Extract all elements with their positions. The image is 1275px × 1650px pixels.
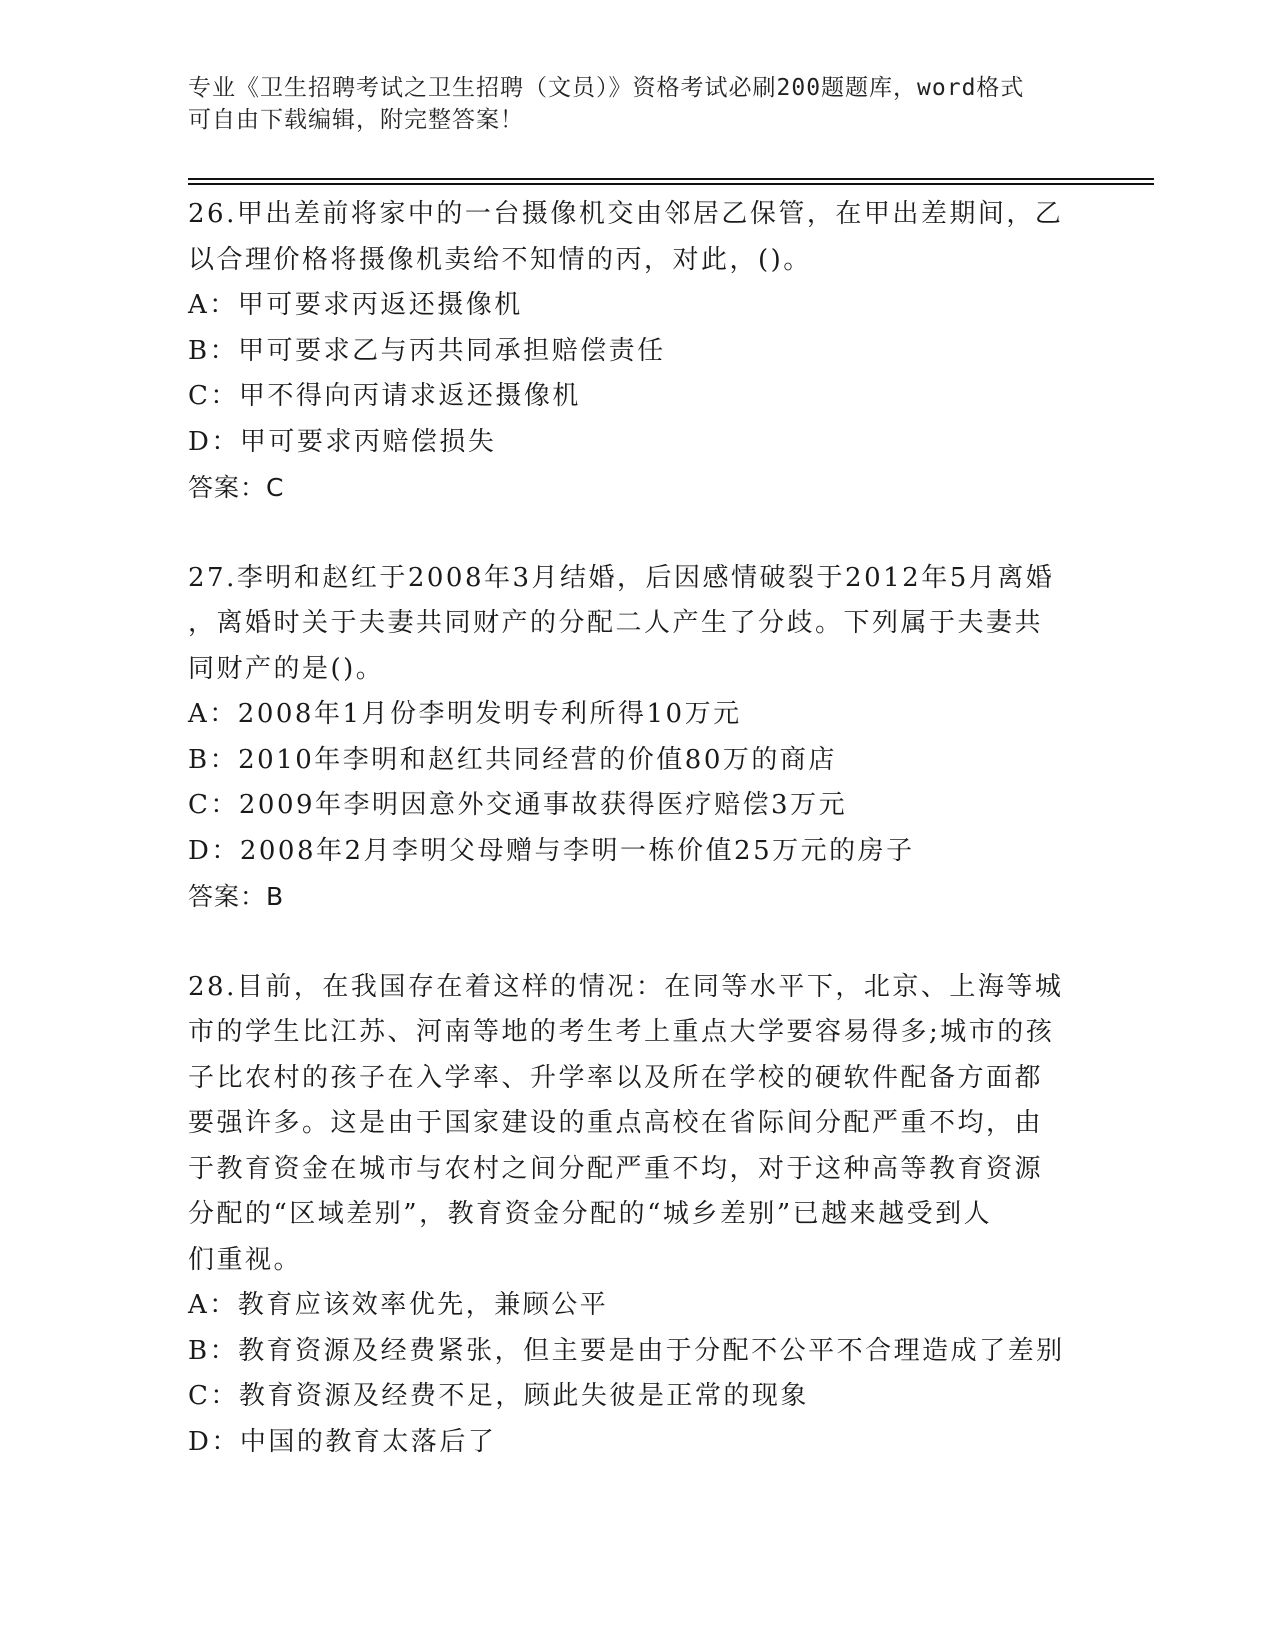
header-divider [188, 183, 1154, 185]
option-d: D：中国的教育太落后了 [188, 1426, 497, 1457]
question-stem-line: 26.甲出差前将家中的一台摄像机交由邻居乙保管，在甲出差期间，乙 [188, 199, 1064, 229]
option-a: A：教育应该效率优先，兼顾公平 [188, 1290, 609, 1320]
option-a: A：2008年1月份李明发明专利所得10万元 [188, 699, 742, 729]
question-stem-line: 以合理价格将摄像机卖给不知情的丙，对此，()。 [188, 244, 812, 275]
question-stem-line: 27.李明和赵红于2008年3月结婚，后因感情破裂于2012年5月离婚 [188, 562, 1055, 593]
option-b: B：2010年李明和赵红共同经营的价值80万的商店 [188, 744, 837, 775]
question-stem-line: 市的学生比江苏、河南等地的考生考上重点大学要容易得多;城市的孩 [188, 1017, 1055, 1047]
answer-line: 答案：B [188, 882, 285, 911]
option-d: D：2008年2月李明父母赠与李明一栋价值25万元的房子 [188, 835, 915, 866]
question-28 [188, 965, 1088, 1466]
question-stem-line: 28.目前，在我国存在着这样的情况：在同等水平下，北京、上海等城 [188, 971, 1064, 1002]
option-a: A：甲可要求丙返还摄像机 [188, 290, 523, 320]
question-stem-line: 于教育资金在城市与农村之间分配严重不均，对于这种高等教育资源 [188, 1153, 1044, 1184]
option-b: B：甲可要求乙与丙共同承担赔偿责任 [188, 335, 666, 366]
question-stem-line: 同财产的是()。 [188, 653, 385, 684]
question-stem-line: 们重视。 [188, 1244, 303, 1275]
option-c: C：2009年李明因意外交通事故获得医疗赔偿3万元 [188, 790, 848, 820]
header-line: 专业《卫生招聘考试之卫生招聘（文员）》资格考试必刷200题题库，word格式 [188, 75, 1025, 101]
question-27 [188, 556, 1088, 920]
header-divider [188, 178, 1154, 180]
option-b: B：教育资源及经费紧张，但主要是由于分配不公平不合理造成了差别 [188, 1335, 1065, 1366]
question-stem-line: 要强许多。这是由于国家建设的重点高校在省际间分配严重不均，由 [188, 1108, 1044, 1138]
question-stem-line: 子比农村的孩子在入学率、升学率以及所在学校的硬软件配备方面都 [188, 1062, 1044, 1093]
answer-line: 答案：C [188, 473, 285, 502]
question-list [188, 192, 1088, 1465]
option-c: C：教育资源及经费不足，顾此失彼是正常的现象 [188, 1381, 809, 1411]
document-header [188, 72, 1088, 136]
question-26 [188, 192, 1088, 511]
option-d: D：甲可要求丙赔偿损失 [188, 426, 497, 457]
option-c: C：甲不得向丙请求返还摄像机 [188, 381, 581, 411]
question-stem-line: ，离婚时关于夫妻共同财产的分配二人产生了分歧。下列属于夫妻共 [188, 608, 1044, 638]
header-line: 可自由下载编辑，附完整答案！ [188, 107, 524, 133]
question-stem-line: 分配的“区域差别”，教育资金分配的“城乡差别”已越来越受到人 [188, 1199, 993, 1229]
